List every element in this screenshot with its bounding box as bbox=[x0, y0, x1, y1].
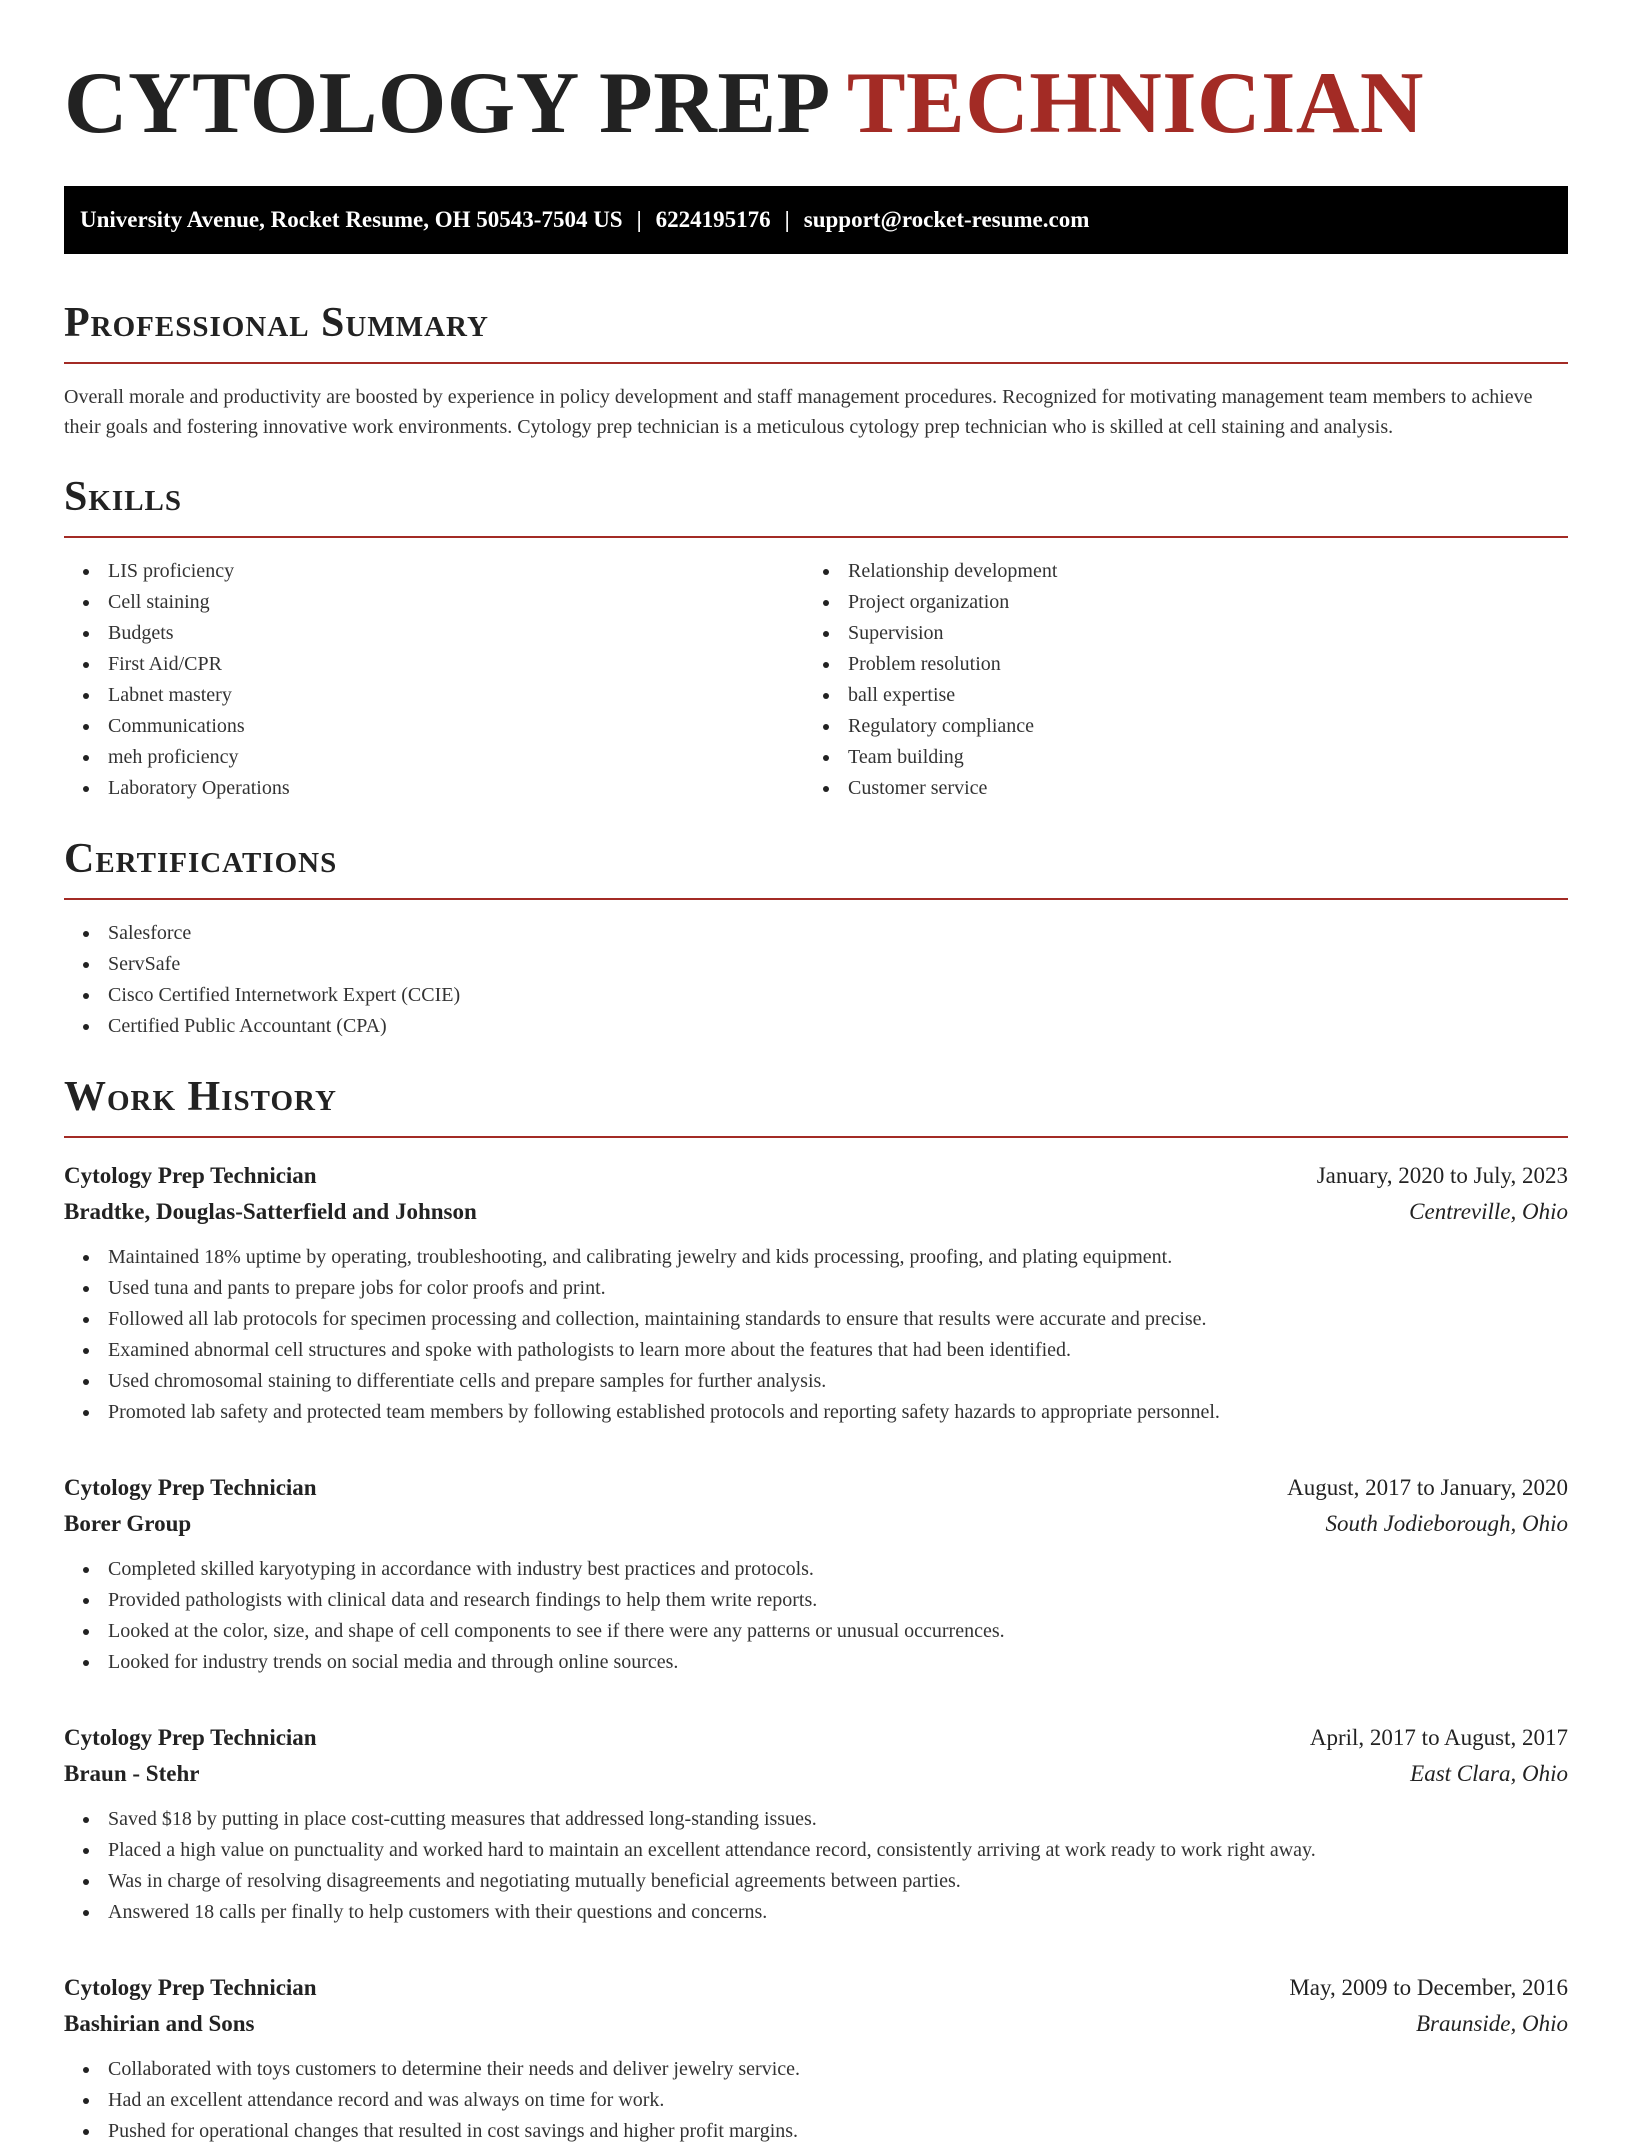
job-entry bbox=[64, 1470, 1568, 1678]
job-dates: April, 2017 to August, 2017 bbox=[1309, 1725, 1568, 1750]
skill-item: ball expertise bbox=[804, 680, 1544, 711]
job-entry bbox=[64, 1158, 1568, 1428]
job-header-row bbox=[64, 1720, 1568, 1756]
job-bullet: Maintained 18% uptime by operating, troubleshooting, and calibrating jewelry and kids processing, proofing, and plating equipment. bbox=[64, 1242, 1568, 1273]
skills-list-right bbox=[804, 556, 1544, 804]
certifications-section bbox=[64, 834, 1568, 1042]
job-location: Centreville, Ohio bbox=[1409, 1199, 1568, 1224]
skill-item: Cell staining bbox=[64, 587, 804, 618]
job-header-row bbox=[64, 1470, 1568, 1506]
job-bullet: Was in charge of resolving disagreements and negotiating mutually beneficial agreements between parties. bbox=[64, 1866, 1568, 1897]
certifications-heading: Certifications bbox=[64, 836, 338, 882]
job-title: Cytology Prep Technician bbox=[64, 1475, 317, 1500]
job-company-row bbox=[64, 1756, 1568, 1792]
job-bullet: Placed a high value on punctuality and worked hard to maintain an excellent attendance record, consistently arriving at work ready to work right away. bbox=[64, 1835, 1568, 1866]
skills-heading: Skills bbox=[64, 474, 183, 520]
skill-item: Laboratory Operations bbox=[64, 773, 804, 804]
summary-heading: Professional Summary bbox=[64, 300, 489, 346]
job-bullet: Used chromosomal staining to differentiate cells and prepare samples for further analysis. bbox=[64, 1366, 1568, 1397]
job-bullet: Looked for industry trends on social media and through online sources. bbox=[64, 1647, 1568, 1678]
job-bullet: Provided pathologists with clinical data and research findings to help them write reports. bbox=[64, 1585, 1568, 1616]
job-bullets bbox=[64, 1242, 1568, 1428]
certification-item: Certified Public Accountant (CPA) bbox=[64, 1011, 1568, 1042]
skill-item: meh proficiency bbox=[64, 742, 804, 773]
job-bullets bbox=[64, 2054, 1568, 2147]
job-bullet: Pushed for operational changes that resulted in cost savings and higher profit margins. bbox=[64, 2116, 1568, 2147]
job-header-row bbox=[64, 1158, 1568, 1194]
resume-name-heading bbox=[64, 56, 1568, 152]
skill-item: First Aid/CPR bbox=[64, 649, 804, 680]
job-company-row bbox=[64, 1506, 1568, 1542]
job-bullet: Looked at the color, size, and shape of cell components to see if there were any patterns or unusual occurrences. bbox=[64, 1616, 1568, 1647]
name-accent: TECHNICIAN bbox=[846, 55, 1424, 152]
job-dates: August, 2017 to January, 2020 bbox=[1287, 1475, 1568, 1500]
skill-item: Budgets bbox=[64, 618, 804, 649]
job-company: Borer Group bbox=[64, 1511, 192, 1536]
job-bullet: Followed all lab protocols for specimen processing and collection, maintaining standards to ensure that results were accurate and precise. bbox=[64, 1304, 1568, 1335]
job-bullets bbox=[64, 1804, 1568, 1928]
job-bullet: Collaborated with toys customers to determine their needs and deliver jewelry service. bbox=[64, 2054, 1568, 2085]
job-bullet: Examined abnormal cell structures and spoke with pathologists to learn more about the features that had been identified. bbox=[64, 1335, 1568, 1366]
skill-item: Customer service bbox=[804, 773, 1544, 804]
work-history-heading: Work History bbox=[64, 1074, 337, 1120]
job-title: Cytology Prep Technician bbox=[64, 1163, 317, 1188]
job-location: South Jodieborough, Ohio bbox=[1325, 1511, 1568, 1536]
skill-item: Project organization bbox=[804, 587, 1544, 618]
work-history-section bbox=[64, 1072, 1568, 2147]
section-divider bbox=[64, 536, 1568, 538]
job-dates: May, 2009 to December, 2016 bbox=[1289, 1975, 1568, 2000]
certification-item: ServSafe bbox=[64, 949, 1568, 980]
skill-item: Labnet mastery bbox=[64, 680, 804, 711]
skill-item: Regulatory compliance bbox=[804, 711, 1544, 742]
skill-item: Relationship development bbox=[804, 556, 1544, 587]
job-title: Cytology Prep Technician bbox=[64, 1975, 317, 2000]
job-entry bbox=[64, 1970, 1568, 2147]
contact-separator: | bbox=[784, 207, 790, 232]
name-first: CYTOLOGY PREP bbox=[64, 55, 826, 152]
certification-item: Salesforce bbox=[64, 918, 1568, 949]
certification-item: Cisco Certified Internetwork Expert (CCIE) bbox=[64, 980, 1568, 1011]
skill-item: Team building bbox=[804, 742, 1544, 773]
job-bullet: Used tuna and pants to prepare jobs for color proofs and print. bbox=[64, 1273, 1568, 1304]
job-bullets bbox=[64, 1554, 1568, 1678]
job-company: Bradtke, Douglas-Satterfield and Johnson bbox=[64, 1199, 477, 1224]
skills-section bbox=[64, 472, 1568, 804]
job-bullet: Completed skilled karyotyping in accordance with industry best practices and protocols. bbox=[64, 1554, 1568, 1585]
skills-list-left bbox=[64, 556, 804, 804]
section-divider bbox=[64, 898, 1568, 900]
contact-address: University Avenue, Rocket Resume, OH 50543-7504 US bbox=[80, 207, 623, 232]
job-entry bbox=[64, 1720, 1568, 1928]
summary-section bbox=[64, 298, 1568, 442]
job-title: Cytology Prep Technician bbox=[64, 1725, 317, 1750]
job-bullet: Promoted lab safety and protected team members by following established protocols and reporting safety hazards to appropriate personnel. bbox=[64, 1397, 1568, 1428]
skill-item: LIS proficiency bbox=[64, 556, 804, 587]
job-header-row bbox=[64, 1970, 1568, 2006]
certifications-list bbox=[64, 918, 1568, 1042]
job-bullet: Saved $18 by putting in place cost-cutting measures that addressed long-standing issues. bbox=[64, 1804, 1568, 1835]
contact-bar bbox=[64, 186, 1568, 254]
job-bullet: Answered 18 calls per finally to help customers with their questions and concerns. bbox=[64, 1897, 1568, 1928]
job-bullet: Had an excellent attendance record and was always on time for work. bbox=[64, 2085, 1568, 2116]
job-company-row bbox=[64, 1194, 1568, 1230]
job-dates: January, 2020 to July, 2023 bbox=[1316, 1163, 1568, 1188]
job-company: Bashirian and Sons bbox=[64, 2011, 255, 2036]
summary-text: Overall morale and productivity are boosted by experience in policy development and staff management procedures. Recognized for motivating management team members to achieve their goals and fostering innovative work environments. Cytology prep technician is a meticulous cytology prep technician who is skilled at cell staining and analysis. bbox=[64, 386, 1533, 438]
job-location: East Clara, Ohio bbox=[1410, 1761, 1568, 1786]
section-divider bbox=[64, 362, 1568, 364]
contact-separator: | bbox=[636, 207, 642, 232]
contact-phone: 6224195176 bbox=[655, 207, 771, 232]
job-location: Braunside, Ohio bbox=[1415, 2011, 1568, 2036]
job-company: Braun - Stehr bbox=[64, 1761, 200, 1786]
skill-item: Communications bbox=[64, 711, 804, 742]
skill-item: Supervision bbox=[804, 618, 1544, 649]
contact-email[interactable]: support@rocket-resume.com bbox=[803, 207, 1090, 232]
skills-grid bbox=[64, 556, 1568, 804]
section-divider bbox=[64, 1136, 1568, 1138]
skill-item: Problem resolution bbox=[804, 649, 1544, 680]
job-company-row bbox=[64, 2006, 1568, 2042]
